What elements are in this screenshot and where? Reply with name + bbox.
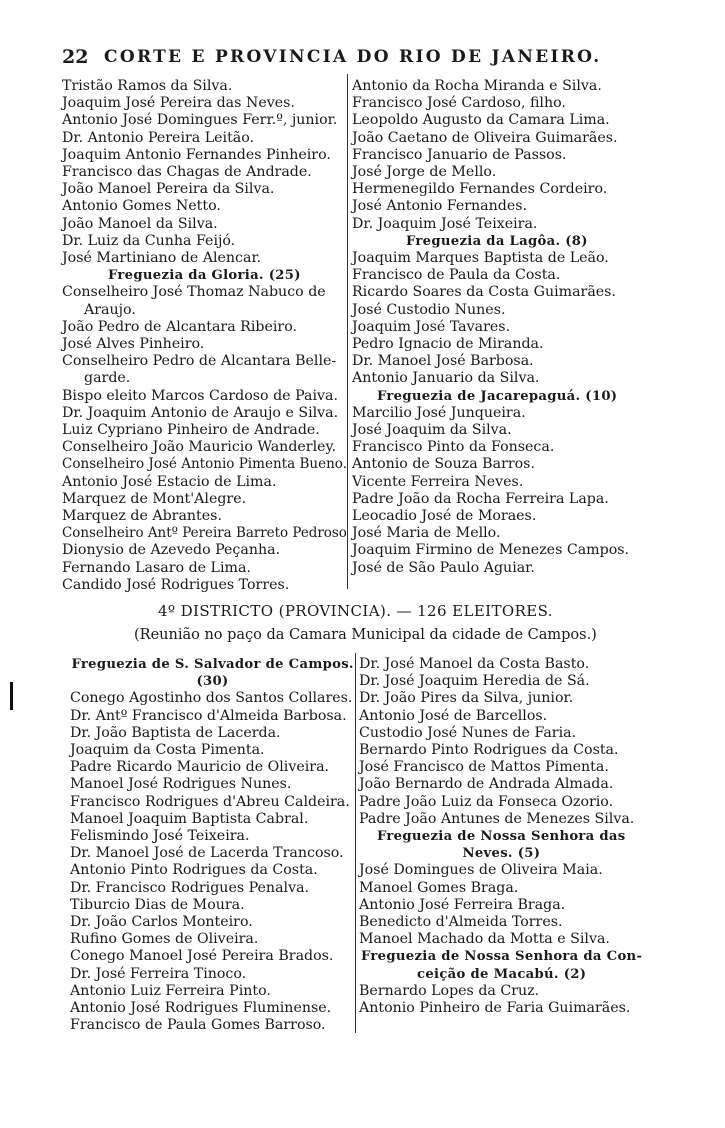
elector-entry: Dr. Antonio Pereira Leitão. xyxy=(62,129,255,146)
elector-entry: Benedicto d'Almeida Torres. xyxy=(359,914,563,930)
elector-entry: João Manoel da Silva. xyxy=(62,215,218,232)
page-header xyxy=(62,44,602,74)
elector-entry: Joaquim José Tavares. xyxy=(352,318,511,335)
elector-entry: Dr. João Baptista de Lacerda. xyxy=(70,724,281,741)
section-heading: Freguezia de Jacarepaguá. (10) xyxy=(377,388,618,404)
elector-entry: Bispo eleito Marcos Cardoso de Paiva. xyxy=(62,387,338,404)
elector-entry: João Caetano de Oliveira Guimarães. xyxy=(352,129,618,146)
elector-entry: Ricardo Soares da Costa Guimarães. xyxy=(352,284,616,301)
elector-entry: Conselheiro José Antonio Pimenta Bueno. xyxy=(62,456,348,473)
elector-entry: Marcilio José Junqueira. xyxy=(352,404,526,421)
elector-entry: Conego Manoel José Pereira Brados. xyxy=(70,948,334,965)
elector-entry: Antonio José Estacio de Lima. xyxy=(62,473,277,490)
elector-entry: Manoel Machado da Motta e Silva. xyxy=(359,931,610,948)
elector-entry: José Alves Pinheiro. xyxy=(62,336,205,352)
elector-entry: Dr. Joaquim José Teixeira. xyxy=(352,215,538,232)
elector-entry: garde. xyxy=(84,370,131,387)
elector-entry: Joaquim Antonio Fernandes Pinheiro. xyxy=(62,146,331,163)
elector-entry: Vicente Ferreira Neves. xyxy=(352,473,524,490)
elector-entry: Custodio José Nunes de Faria. xyxy=(359,724,577,741)
elector-entry: João Bernardo de Andrada Almada. xyxy=(359,776,614,793)
elector-entry: José Joaquim da Silva. xyxy=(352,422,512,438)
elector-entry: Antonio José de Barcellos. xyxy=(359,707,548,724)
elector-entry: Antonio José Ferreira Braga. xyxy=(359,896,566,913)
elector-entry: Manoel Gomes Braga. xyxy=(359,879,519,896)
elector-entry: Hermenegildo Fernandes Cordeiro. xyxy=(352,181,608,198)
running-title: CORTE E PROVINCIA DO RIO DE JANEIRO. xyxy=(104,47,602,67)
elector-entry: Dionysio de Azevedo Peçanha. xyxy=(62,542,281,559)
elector-entry: José Martiniano de Alencar. xyxy=(62,250,262,266)
elector-entry: José Jorge de Mello. xyxy=(352,164,497,180)
elector-entry: Leopoldo Augusto da Camara Lima. xyxy=(352,112,610,129)
elector-entry: Dr. Luiz da Cunha Feijó. xyxy=(62,232,236,249)
elector-entry: Joaquim Marques Baptista de Leão. xyxy=(352,250,609,266)
elector-entry: Padre Ricardo Mauricio de Oliveira. xyxy=(70,759,330,776)
elector-entry: Dr. Manoel José Barbosa. xyxy=(352,353,534,370)
elector-entry: José Francisco de Mattos Pimenta. xyxy=(359,759,609,776)
elector-entry: Padre João da Rocha Ferreira Lapa. xyxy=(352,490,609,507)
elector-entry: Dr. Manoel José de Lacerda Trancoso. xyxy=(70,845,344,862)
elector-entry: José Maria de Mello. xyxy=(352,525,501,542)
section-heading: Freguezia de Nossa Senhora da Con- xyxy=(361,949,643,965)
section-heading: Freguezia de S. Salvador de Campos. xyxy=(71,657,354,672)
elector-entry: Antonio Januario da Silva. xyxy=(352,370,540,387)
elector-entry: Dr. João Pires da Silva, junior. xyxy=(359,690,574,707)
elector-entry: Marquez de Mont'Alegre. xyxy=(62,490,247,507)
elector-entry: Francisco de Paula Gomes Barroso. xyxy=(70,1017,326,1034)
elector-entry: Conselheiro Pedro de Alcantara Belle- xyxy=(62,353,337,370)
elector-entry: Antonio Pinheiro de Faria Guimarães. xyxy=(359,1000,631,1016)
elector-entry: Felismindo José Teixeira. xyxy=(70,828,250,844)
elector-entry: Joaquim da Costa Pimenta. xyxy=(70,742,265,758)
section-heading: Freguezia de Nossa Senhora das xyxy=(377,829,626,844)
elector-entry: Bernardo Pinto Rodrigues da Costa. xyxy=(359,742,619,758)
elector-entry: Luiz Cypriano Pinheiro de Andrade. xyxy=(62,422,320,438)
elector-entry: Antonio Luiz Ferreira Pinto. xyxy=(70,982,271,999)
column-rule-top xyxy=(347,74,348,589)
elector-entry: Dr. João Carlos Monteiro. xyxy=(70,914,253,930)
elector-entry: Dr. José Joaquim Heredia de Sá. xyxy=(359,673,590,690)
elector-entry: João Manoel Pereira da Silva. xyxy=(62,181,275,198)
elector-entry: Conego Agostinho dos Santos Collares. xyxy=(70,690,353,707)
section-heading: (30) xyxy=(196,674,229,690)
elector-entry: Antonio José Domingues Ferr.º, junior. xyxy=(62,112,338,129)
elector-entry: Dr. Antº Francisco d'Almeida Barbosa. xyxy=(70,707,347,724)
elector-entry: José Domingues de Oliveira Maia. xyxy=(359,862,603,879)
elector-entry: Joaquim Firmino de Menezes Campos. xyxy=(352,542,630,559)
elector-entry: Conselheiro José Thomaz Nabuco de xyxy=(62,284,326,301)
elector-entry: Manoel Joaquim Baptista Cabral. xyxy=(70,810,309,827)
elector-entry: Dr. Joaquim Antonio de Araujo e Silva. xyxy=(62,404,339,421)
elector-entry: Araujo. xyxy=(84,301,136,318)
elector-entry: Pedro Ignacio de Miranda. xyxy=(352,336,544,352)
elector-entry: Francisco Rodrigues d'Abreu Caldeira. xyxy=(70,793,350,810)
elector-entry: Tristão Ramos da Silva. xyxy=(62,78,233,94)
elector-entry: Manoel José Rodrigues Nunes. xyxy=(70,776,292,793)
elector-entry: Francisco Januario de Passos. xyxy=(352,146,567,163)
elector-entry: Francisco das Chagas de Andrade. xyxy=(62,164,312,180)
elector-entry: Dr. José Ferreira Tinoco. xyxy=(70,965,247,982)
district-heading: 4º DISTRICTO (PROVINCIA). — 126 ELEITORES. xyxy=(158,602,553,620)
elector-entry: Bernardo Lopes da Cruz. xyxy=(359,982,540,999)
elector-entry: Conselheiro João Mauricio Wanderley. xyxy=(62,439,337,456)
elector-entry: Marquez de Abrantes. xyxy=(62,508,222,524)
elector-entry: João Pedro de Alcantara Ribeiro. xyxy=(62,318,298,335)
elector-entry: Candido José Rodrigues Torres. xyxy=(62,576,290,593)
section-heading: Freguezia da Gloria. (25) xyxy=(108,268,301,284)
column-rule-bottom xyxy=(355,653,356,1033)
elector-entry: Antonio Gomes Netto. xyxy=(62,198,221,215)
elector-entry: Rufino Gomes de Oliveira. xyxy=(70,931,259,948)
elector-entry: Fernando Lasaro de Lima. xyxy=(62,559,251,576)
elector-entry: Conselheiro Antº Pereira Barreto Pedroso xyxy=(62,525,347,542)
elector-entry: José de São Paulo Aguiar. xyxy=(352,559,535,576)
elector-entry: Padre João Luiz da Fonseca Ozorio. xyxy=(359,793,614,810)
elector-entry: Dr. José Manoel da Costa Basto. xyxy=(359,656,590,672)
elector-entry: Antonio de Souza Barros. xyxy=(352,456,535,473)
elector-entry: Antonio da Rocha Miranda e Silva. xyxy=(352,78,602,94)
section-heading: Neves. (5) xyxy=(462,846,541,862)
elector-entry: Padre João Antunes de Menezes Silva. xyxy=(359,810,635,827)
elector-entry: Tiburcio Dias de Moura. xyxy=(70,896,245,913)
elector-entry: José Custodio Nunes. xyxy=(352,301,506,318)
district-subheading: (Reunião no paço da Camara Municipal da cidade de Campos.) xyxy=(134,627,597,643)
margin-mark xyxy=(10,682,13,710)
elector-entry: Francisco José Cardoso, filho. xyxy=(352,95,566,112)
section-heading: Freguezia da Lagôa. (8) xyxy=(406,233,588,249)
section-heading: ceição de Macabú. (2) xyxy=(417,966,587,982)
elector-entry: Dr. Francisco Rodrigues Penalva. xyxy=(70,879,310,896)
elector-entry: Francisco Pinto da Fonseca. xyxy=(352,439,555,456)
elector-entry: Antonio Pinto Rodrigues da Costa. xyxy=(70,862,318,879)
elector-entry: José Antonio Fernandes. xyxy=(352,198,528,215)
elector-entry: Joaquim José Pereira das Neves. xyxy=(62,95,295,112)
elector-entry: Antonio José Rodrigues Fluminense. xyxy=(70,1000,332,1016)
elector-entry: Francisco de Paula da Costa. xyxy=(352,267,561,284)
page-number: 22 xyxy=(62,46,89,68)
elector-entry: Leocadio José de Moraes. xyxy=(352,508,537,524)
